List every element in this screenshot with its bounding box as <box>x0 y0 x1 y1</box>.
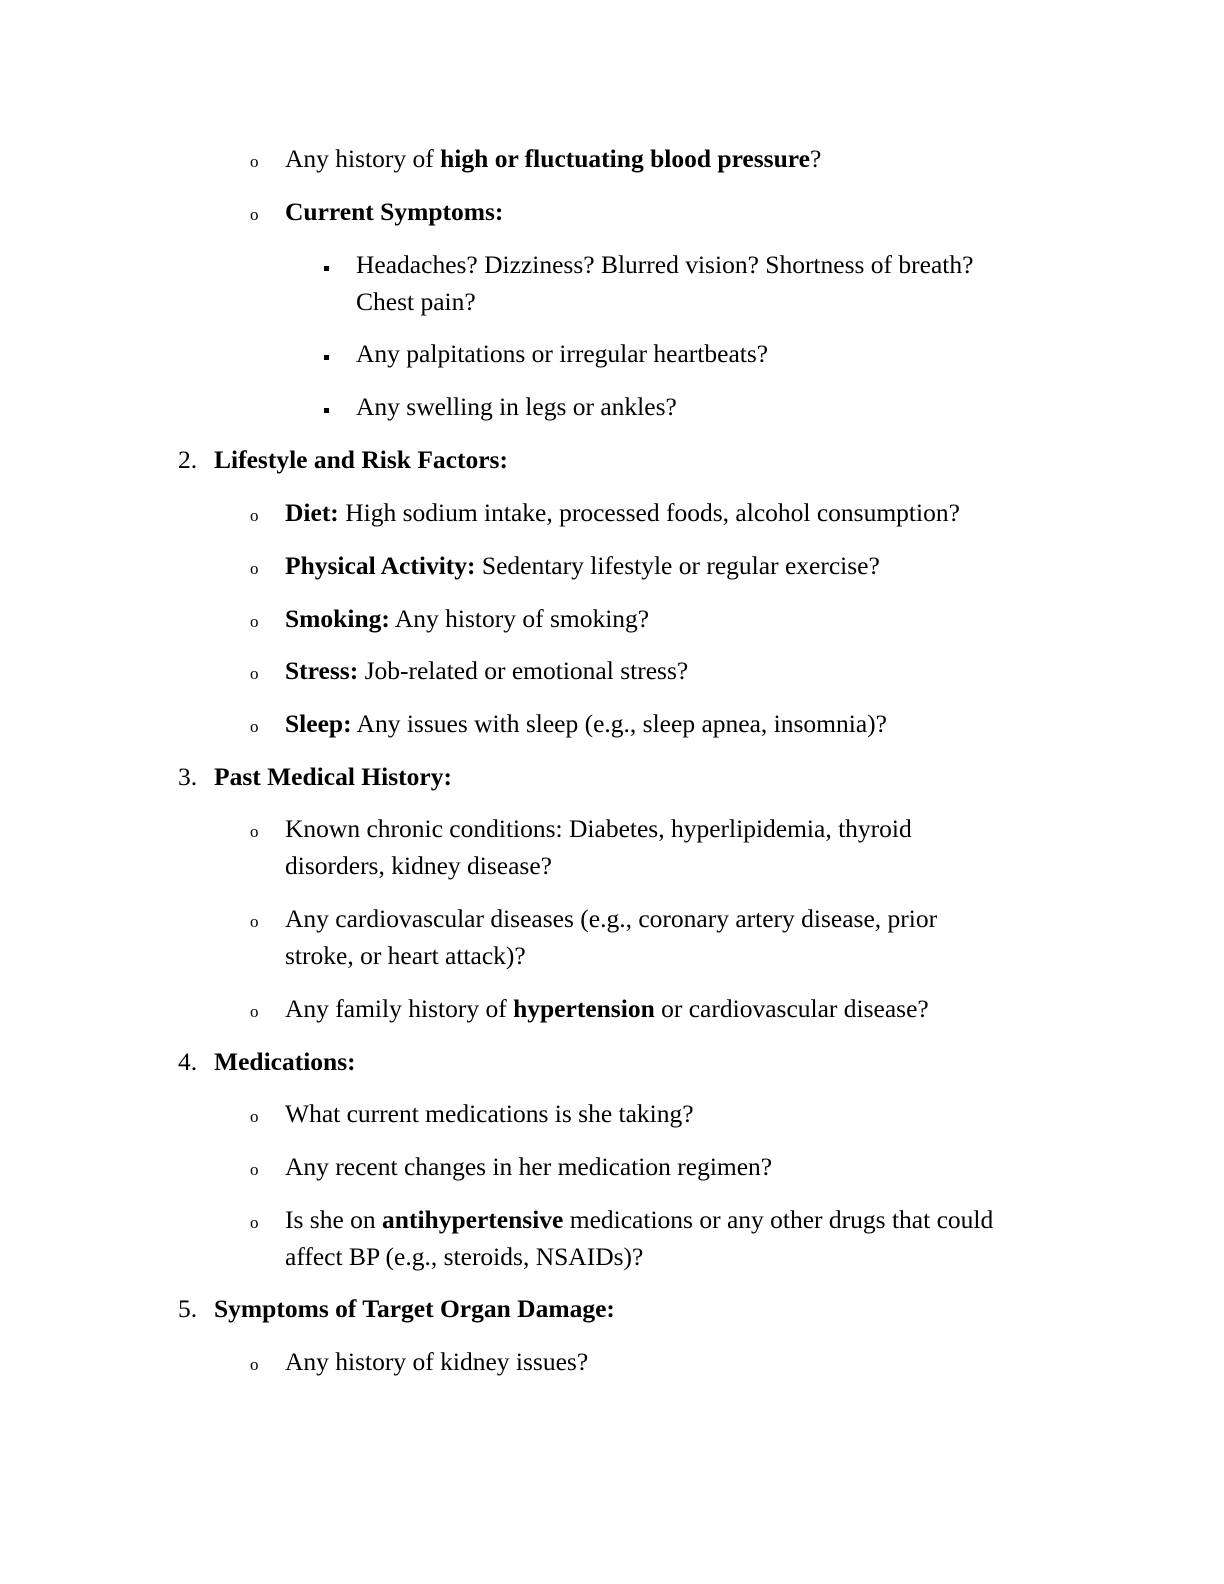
section-heading <box>214 1294 615 1324</box>
item-bold-text: Diet: <box>285 498 339 527</box>
section-number: 2. <box>178 445 198 474</box>
bullet-o-marker: o <box>250 506 259 525</box>
list-item: Any swelling in legs or ankles? <box>356 392 677 421</box>
bullet-o-marker: o <box>250 612 259 631</box>
item-text: ? <box>809 144 822 173</box>
list-item <box>285 498 960 528</box>
item-text: medications or any other drugs that could <box>563 1205 994 1234</box>
item-text: Is she on <box>285 1205 383 1234</box>
square-bullet-icon <box>324 408 329 413</box>
item-bold-text: Smoking: <box>285 604 390 633</box>
section-heading <box>214 1047 356 1077</box>
bullet-o-marker: o <box>250 205 259 224</box>
list-item: Headaches? Dizziness? Blurred vision? Shortness of breath? <box>356 250 974 279</box>
item-text: Any history of <box>285 144 441 173</box>
list-item-continuation: stroke, or heart attack)? <box>285 941 526 970</box>
bullet-o-marker: o <box>250 1160 259 1179</box>
list-item: What current medications is she taking? <box>285 1099 694 1128</box>
bullet-o-marker: o <box>250 1002 259 1021</box>
item-text: Job-related or emotional stress? <box>358 656 689 685</box>
bullet-o-marker: o <box>250 1107 259 1126</box>
section-heading <box>214 445 508 475</box>
section-title: Lifestyle and Risk Factors: <box>214 445 508 474</box>
list-item-current-symptoms <box>285 197 503 227</box>
section-title: Past Medical History: <box>214 762 452 791</box>
list-item: Any recent changes in her medication regimen? <box>285 1152 773 1181</box>
section-title: Medications: <box>214 1047 356 1076</box>
section-number: 3. <box>178 762 198 791</box>
bullet-o-marker: o <box>250 664 259 683</box>
bullet-o-marker: o <box>250 717 259 736</box>
section-number: 4. <box>178 1047 198 1076</box>
item-bold-text: high or fluctuating blood pressure <box>440 144 810 173</box>
item-text: High sodium intake, processed foods, alcohol consumption? <box>338 498 960 527</box>
bullet-o-marker: o <box>250 912 259 931</box>
item-text: Sedentary lifestyle or regular exercise? <box>475 551 880 580</box>
list-item <box>285 994 929 1024</box>
item-bold-text: Sleep: <box>285 709 352 738</box>
list-item: Any history of kidney issues? <box>285 1347 589 1376</box>
item-text: Any history of smoking? <box>389 604 650 633</box>
item-bold-text: Stress: <box>285 656 359 685</box>
item-bold-text: Physical Activity: <box>285 551 476 580</box>
list-item <box>285 709 887 739</box>
list-item <box>285 656 688 686</box>
list-item-continuation: Chest pain? <box>356 287 476 316</box>
item-text: or cardiovascular disease? <box>654 994 929 1023</box>
item-text: Any family history of <box>285 994 514 1023</box>
subheading: Current Symptoms: <box>285 197 504 226</box>
list-item-continuation: disorders, kidney disease? <box>285 851 552 880</box>
item-bold-text: hypertension <box>513 994 655 1023</box>
section-number: 5. <box>178 1294 198 1323</box>
bullet-o-marker: o <box>250 152 259 171</box>
list-item-bp-history <box>285 144 821 174</box>
list-item <box>285 551 880 581</box>
item-text: Any issues with sleep (e.g., sleep apnea, insomnia)? <box>351 709 887 738</box>
section-heading <box>214 762 452 792</box>
bullet-o-marker: o <box>250 822 259 841</box>
list-item <box>285 604 649 634</box>
list-item: Any palpitations or irregular heartbeats? <box>356 339 769 368</box>
bullet-o-marker: o <box>250 1355 259 1374</box>
bullet-o-marker: o <box>250 559 259 578</box>
item-bold-text: antihypertensive <box>382 1205 564 1234</box>
list-item: Known chronic conditions: Diabetes, hyperlipidemia, thyroid <box>285 814 912 843</box>
list-item: Any cardiovascular diseases (e.g., coronary artery disease, prior <box>285 904 938 933</box>
square-bullet-icon <box>324 355 329 360</box>
section-title: Symptoms of Target Organ Damage: <box>214 1294 615 1323</box>
list-item <box>285 1205 993 1235</box>
bullet-o-marker: o <box>250 1213 259 1232</box>
square-bullet-icon <box>324 266 329 271</box>
list-item-continuation: affect BP (e.g., steroids, NSAIDs)? <box>285 1242 644 1271</box>
